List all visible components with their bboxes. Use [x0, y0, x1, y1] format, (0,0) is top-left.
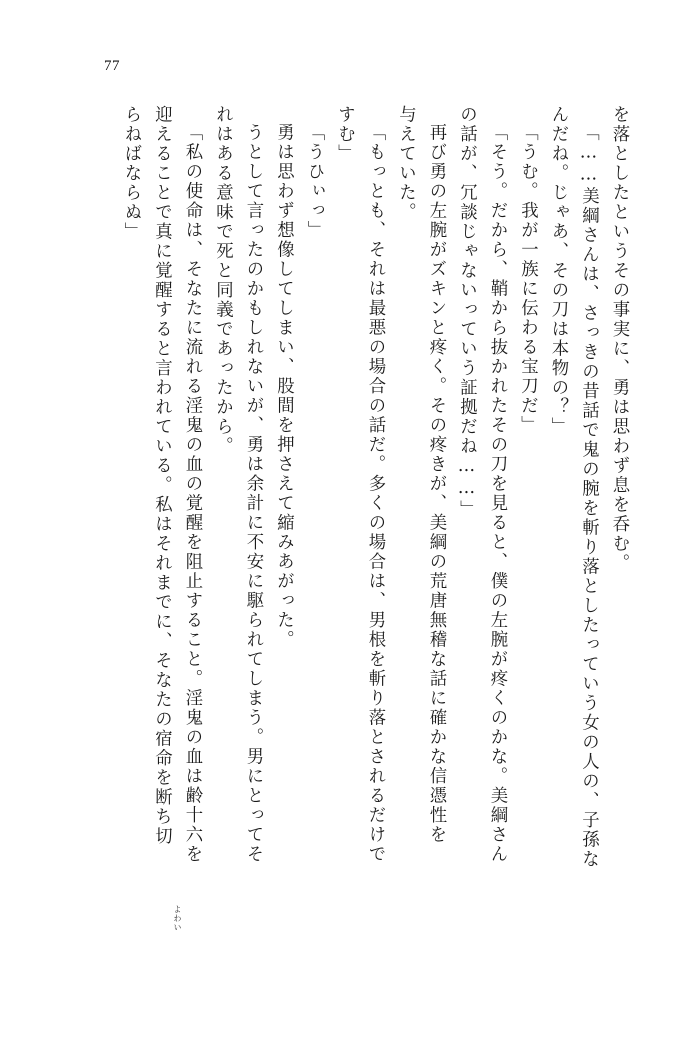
text-column: を落としたというその事実に、勇は思わず息を呑む。: [609, 105, 629, 573]
text-column: の話が、冗談じゃないっていう証拠だね……」: [456, 105, 477, 520]
vertical-text-block: [68, 105, 627, 965]
text-column: 「うひぃっ」: [304, 123, 324, 240]
text-column: らねばならぬ」: [121, 105, 141, 242]
text-column: んだね。じゃあ、その刀は本物の？」: [548, 105, 568, 437]
ruby-annotation: よわい: [173, 905, 182, 932]
text-column: 「そう。だから、鞘から抜かれたその刀を見ると、僕の左腕が疼くのかな。美綱さん: [487, 123, 507, 864]
text-column: 再び勇の左腕がズキンと疼く。その疼きが、美綱の荒唐無稽な話に確かな信憑性を: [426, 123, 446, 845]
text-column: れはある意味で死と同義であったから。: [212, 105, 233, 456]
text-column: すむ」: [334, 105, 355, 164]
text-column: うとして言ったのかもしれないが、勇は余計に不安に駆られてしまう。男にとってそ: [243, 123, 263, 864]
text-column: 「うむ。我が一族に伝わる宝刀だ」: [517, 123, 538, 435]
text-column: 迎えることで真に覚醒すると言われている。私はそれまでに、そなたの宿命を断ち切: [151, 105, 172, 846]
text-column: 「……美綱さんは、さっきの昔話で鬼の腕を斬り落としたっていう女の人の、子孫な: [578, 123, 599, 870]
text-column: 「私の使命は、そなたに流れる淫鬼の血の覚醒を阻止すること。淫鬼の血は齢十六を: [182, 123, 202, 864]
text-column: 勇は思わず想像してしまい、股間を押さえて縮みあがった。: [273, 123, 294, 650]
page-number: 77: [104, 58, 120, 74]
text-column: 「もっとも、それは最悪の場合の話だ。多くの場合は、男根を斬り落とされるだけで: [365, 123, 385, 864]
text-column: 与えていた。: [395, 105, 416, 222]
